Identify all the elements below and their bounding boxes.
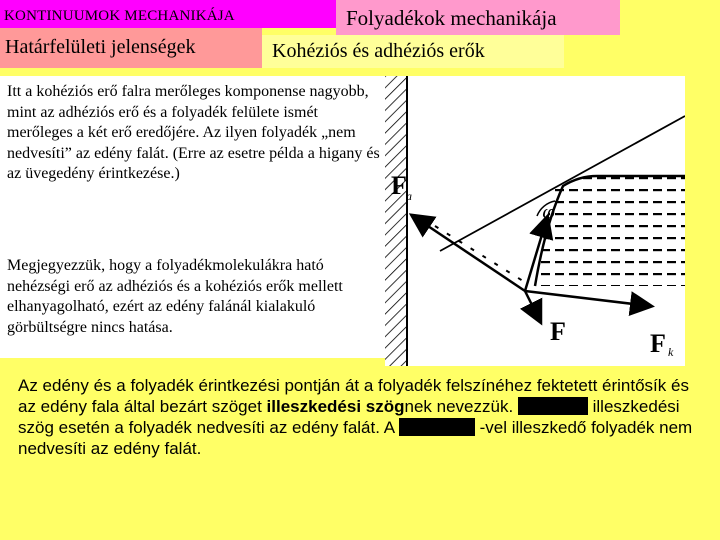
subtopic-title: Kohéziós és adhéziós erők — [272, 40, 485, 62]
subtopic-banner — [262, 35, 564, 68]
redacted-box-1 — [518, 397, 588, 415]
force-diagram — [385, 76, 685, 366]
topic-banner — [336, 0, 620, 35]
resultant-label: F — [550, 317, 566, 346]
paragraph-nonwetting: Itt a kohéziós erő falra merőleges komponense nagyobb, mint az adhéziós erő és a folyadék felülete ismét merőleges a két erő eredőjére. Az ilyen folyadék „nem nedvesíti” az edény falát. (Erre az esetre példa a higany és az üvegedény érintkezése.) — [7, 83, 380, 182]
adhesion-label-sub: a — [406, 189, 412, 203]
definition-part1: Az edény és a folyadék érintkezési pontján át a folyadék felszínéhez fektetett érintősík és az edény fala által bezárt szöget — [18, 376, 689, 416]
angle-label: φ — [542, 202, 555, 223]
definition-part4: -vel illeszkedő folyadék nem nedvesíti az edény falát. — [18, 418, 693, 458]
topic-title: Folyadékok mechanikája — [346, 6, 557, 30]
section-title: Határfelületi jelenségek — [5, 36, 196, 58]
cohesion-label: F — [650, 329, 666, 358]
adhesion-label: F — [391, 171, 407, 200]
liquid-region — [535, 176, 685, 286]
container-wall — [385, 76, 407, 366]
section-banner — [0, 28, 262, 68]
cohesion-label-sub: k — [668, 345, 674, 359]
course-title-banner — [0, 0, 336, 28]
definition-part2: nek nevezzük. — [404, 397, 518, 416]
definition-paragraph — [18, 375, 698, 459]
course-title: KONTINUUMOK MECHANIKÁJA — [4, 8, 235, 24]
paragraph-gravity-note: Megjegyezzük, hogy a folyadékmolekulákra ható nehézségi erő az adhéziós és a kohéziós erők mellett elhanyagolható, ezért az edény falánál kialakuló görbültségre nincs hatása. — [7, 257, 343, 336]
redacted-box-2 — [399, 418, 475, 436]
definition-term: illeszkedési szög — [266, 397, 405, 416]
definition-part3: illeszkedési szög esetén a folyadék nedvesíti az edény falát. A — [18, 397, 680, 437]
